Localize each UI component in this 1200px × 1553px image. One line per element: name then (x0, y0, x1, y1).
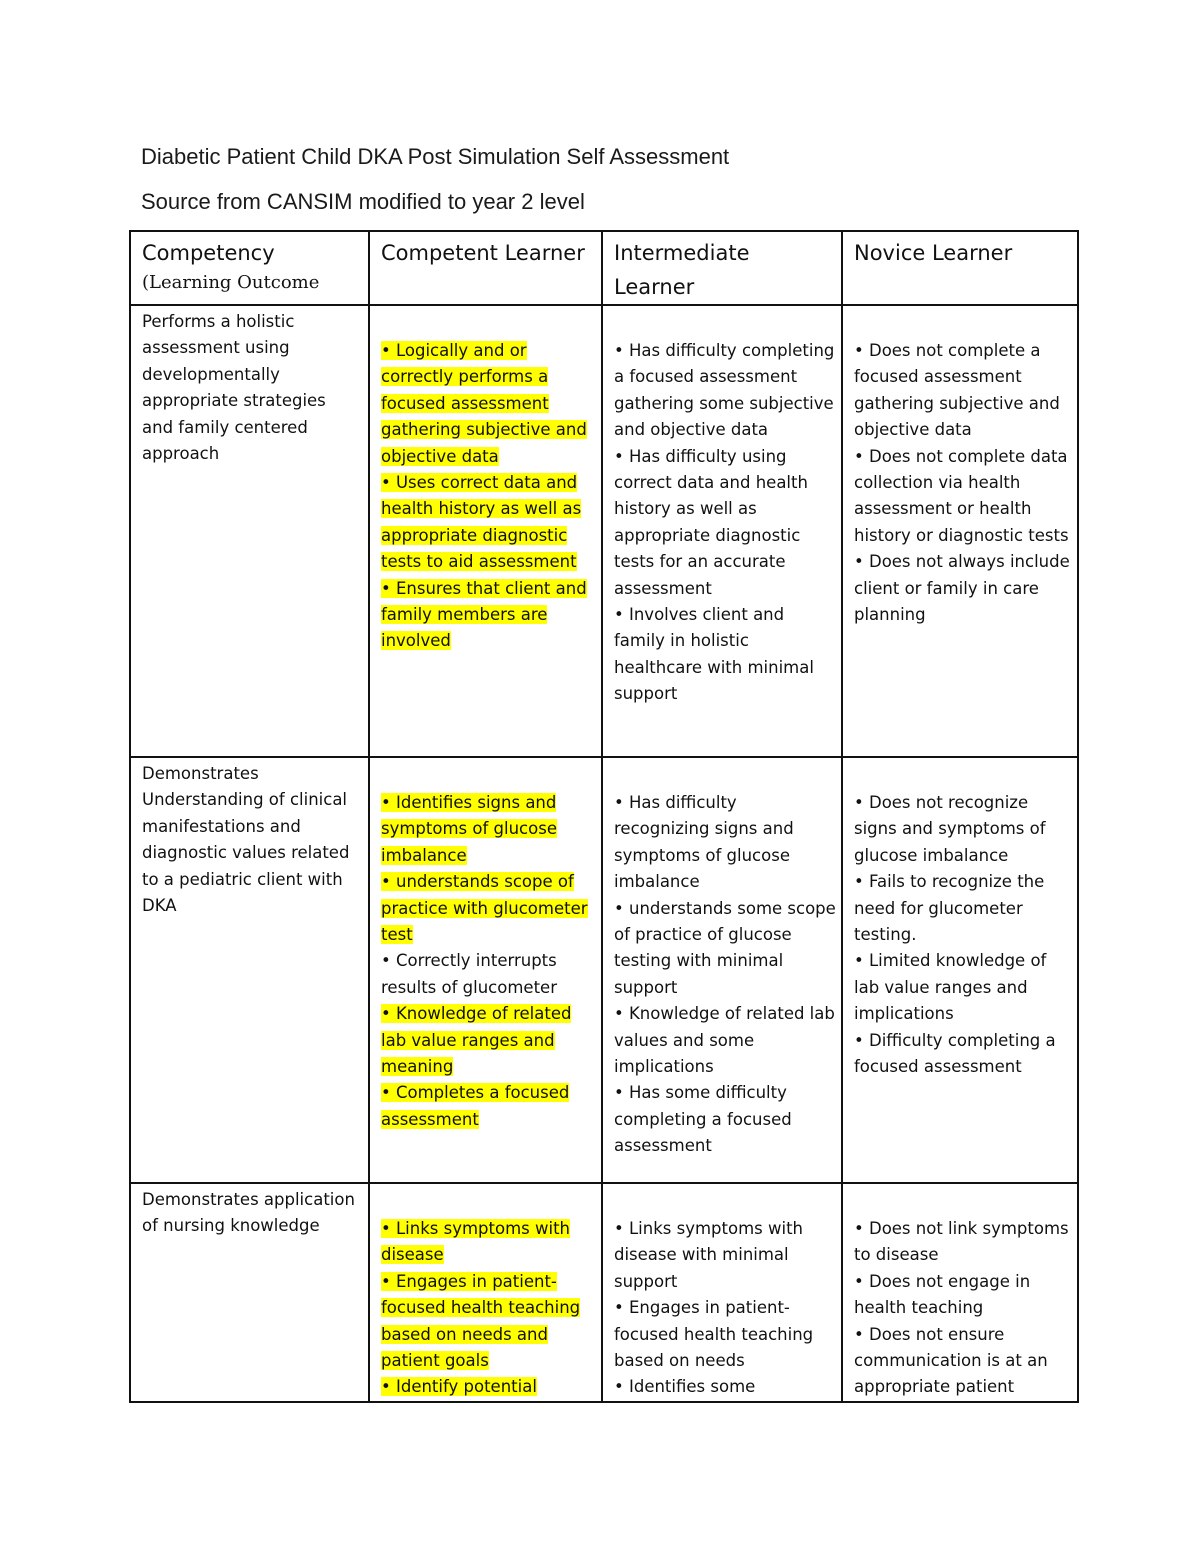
competency-text: Demonstrates application of nursing knowledge (142, 1190, 355, 1236)
rubric-item-text: Links symptoms with disease (381, 1219, 571, 1265)
competency-cell (130, 757, 369, 1183)
rubric-item-text: Completes a focused assessment (381, 1083, 570, 1129)
header-cell-competent (369, 231, 602, 305)
competency-cell (130, 1183, 369, 1402)
rubric-item-text: Does not always include client or family in care planning (854, 552, 1070, 625)
rubric-item (381, 470, 597, 576)
rubric-item-text: Does not complete data collection via health assessment or health history or diagnostic tests (854, 446, 1069, 545)
header-cell-intermediate (602, 231, 842, 305)
bullet-icon: • (614, 1298, 624, 1318)
competent-list (370, 1184, 601, 1401)
rubric-row (130, 305, 1078, 757)
rubric-row (130, 757, 1078, 1183)
bullet-icon: • (381, 578, 391, 598)
rubric-item-text: Knowledge of related lab value ranges and meaning (381, 1004, 572, 1077)
bullet-icon: • (854, 1271, 864, 1291)
novice-list (843, 306, 1077, 628)
rubric-item-text: understands scope of practice with glucometer test (381, 872, 588, 945)
rubric-item (614, 790, 837, 896)
rubric-item-text: Involves client and family in holistic healthcare with minimal support (614, 605, 814, 704)
rubric-item (854, 1028, 1073, 1081)
bullet-icon: • (381, 1004, 391, 1024)
bullet-icon: • (854, 872, 864, 892)
rubric-item (854, 1322, 1073, 1401)
rubric-table (129, 230, 1079, 1403)
bullet-icon: • (381, 1377, 391, 1397)
rubric-item (854, 444, 1073, 550)
bullet-icon: • (381, 872, 391, 892)
bullet-icon: • (854, 1219, 864, 1238)
rubric-item (381, 790, 597, 869)
rubric-item (381, 576, 597, 655)
intermediate-cell (602, 1183, 842, 1402)
header-competency: Competency (142, 241, 275, 265)
document-title: Diabetic Patient Child DKA Post Simulation Self Assessment (141, 144, 730, 169)
rubric-item-text: Correctly interrupts results of glucometer (381, 951, 557, 997)
competent-cell (369, 757, 602, 1183)
rubric-item-text: Difficulty completing a focused assessment (854, 1030, 1056, 1077)
bullet-icon: • (614, 341, 624, 360)
rubric-item (614, 444, 837, 602)
rubric-item (854, 1216, 1073, 1269)
rubric-item (614, 1080, 837, 1159)
rubric-item (614, 338, 837, 444)
rubric-item-text: Fails to recognize the need for glucometer testing. (854, 872, 1045, 945)
rubric-item-text: Identifies signs and symptoms of glucose imbalance (381, 793, 557, 865)
rubric-item-text: Limited knowledge of lab value ranges and implications (854, 951, 1047, 1024)
novice-list (843, 758, 1077, 1080)
rubric-item-text: Has some difficulty completing a focused assessment (614, 1083, 792, 1156)
rubric-item-text: understands some scope of practice of glucose testing with minimal support (614, 898, 836, 997)
bullet-icon: • (381, 1271, 391, 1291)
header-competency-sub: (Learning Outcome (142, 272, 320, 293)
bullet-icon: • (854, 341, 864, 360)
rubric-item (381, 1080, 597, 1133)
rubric-item-text: Links symptoms with disease with minimal support (614, 1219, 804, 1291)
bullet-icon: • (854, 446, 864, 466)
rubric-item (854, 549, 1073, 628)
bullet-icon: • (614, 1004, 624, 1024)
bullet-icon: • (854, 1030, 864, 1050)
rubric-row (130, 1183, 1078, 1402)
header-intermediate: Intermediate Learner (614, 241, 750, 299)
bullet-icon: • (381, 341, 391, 360)
rubric-item-text: Identify potential (395, 1377, 537, 1397)
rubric-item (381, 1001, 597, 1080)
rubric-item (854, 790, 1073, 869)
novice-list (843, 1184, 1077, 1401)
rubric-item (854, 948, 1073, 1027)
intermediate-list (603, 306, 841, 708)
rubric-item-text: Ensures that client and family members are involved (381, 578, 587, 651)
document-subtitle: Source from CANSIM modified to year 2 level (141, 189, 585, 214)
rubric-item (381, 869, 597, 948)
bullet-icon: • (854, 1324, 864, 1344)
novice-cell (842, 305, 1078, 757)
bullet-icon: • (614, 1083, 624, 1103)
rubric-item (381, 1216, 597, 1269)
rubric-item-text: Does not recognize signs and symptoms of glucose imbalance (854, 793, 1046, 865)
bullet-icon: • (854, 793, 864, 812)
rubric-item-text: Does not link symptoms to disease (854, 1219, 1069, 1265)
bullet-icon: • (614, 1219, 624, 1238)
bullet-icon: • (381, 1219, 391, 1238)
intermediate-list (603, 758, 841, 1160)
rubric-item (854, 338, 1073, 444)
rubric-item (854, 1269, 1073, 1322)
rubric-item (381, 1269, 597, 1375)
competent-list (370, 306, 601, 655)
rubric-item-text: Does not complete a focused assessment gathering subjective and objective data (854, 341, 1060, 440)
competent-cell (369, 1183, 602, 1402)
rubric-item-text: Identifies some (628, 1377, 756, 1397)
rubric-item (381, 338, 597, 470)
intermediate-cell (602, 757, 842, 1183)
intermediate-list (603, 1184, 841, 1401)
header-cell-novice (842, 231, 1078, 305)
header-cell-competency (130, 231, 369, 305)
bullet-icon: • (614, 1377, 624, 1397)
rubric-header-row (130, 231, 1078, 305)
rubric-item (381, 1374, 597, 1400)
rubric-item-text: Does not ensure communication is at an appropriate patient (854, 1324, 1048, 1397)
competent-cell (369, 305, 602, 757)
novice-cell (842, 1183, 1078, 1402)
novice-cell (842, 757, 1078, 1183)
rubric-item-text: Engages in patient-focused health teaching based on needs and patient goals (381, 1271, 581, 1371)
rubric-item-text: Does not engage in health teaching (854, 1271, 1031, 1318)
rubric-item-text: Logically and or correctly performs a focused assessment gathering subjective and objective data (381, 341, 587, 466)
rubric-item-text: Has difficulty recognizing signs and symptoms of glucose imbalance (614, 793, 794, 892)
rubric-item (614, 1374, 837, 1400)
bullet-icon: • (381, 793, 391, 812)
rubric-item (614, 1001, 837, 1080)
bullet-icon: • (614, 605, 624, 625)
bullet-icon: • (854, 951, 864, 971)
header-competent: Competent Learner (381, 241, 585, 265)
rubric-item (614, 1216, 837, 1295)
bullet-icon: • (854, 552, 864, 572)
header-novice: Novice Learner (854, 241, 1013, 265)
rubric-item (614, 1295, 837, 1374)
competency-cell (130, 305, 369, 757)
intermediate-cell (602, 305, 842, 757)
bullet-icon: • (381, 1083, 391, 1103)
competent-list (370, 758, 601, 1133)
rubric-item (381, 948, 597, 1001)
rubric-item (614, 896, 837, 1002)
rubric-item-text: Knowledge of related lab values and some implications (614, 1004, 835, 1077)
rubric-item-text: Has difficulty completing a focused assessment gathering some subjective and objective data (614, 341, 835, 440)
rubric-item (614, 602, 837, 708)
bullet-icon: • (381, 951, 391, 971)
bullet-icon: • (614, 793, 624, 812)
competency-text: Performs a holistic assessment using developmentally appropriate strategies and family centered approach (142, 312, 326, 464)
bullet-icon: • (614, 898, 624, 918)
rubric-item-text: Engages in patient-focused health teaching based on needs (614, 1298, 814, 1371)
competency-text: Demonstrates Understanding of clinical manifestations and diagnostic values related to a pediatric client with DKA (142, 764, 350, 916)
bullet-icon: • (381, 473, 391, 493)
bullet-icon: • (614, 446, 624, 466)
rubric-item (854, 869, 1073, 948)
rubric-item-text: Has difficulty using correct data and health history as well as appropriate diagnostic tests for an accurate assessment (614, 446, 808, 598)
rubric-item-text: Uses correct data and health history as well as appropriate diagnostic tests to aid assessment (381, 473, 582, 572)
